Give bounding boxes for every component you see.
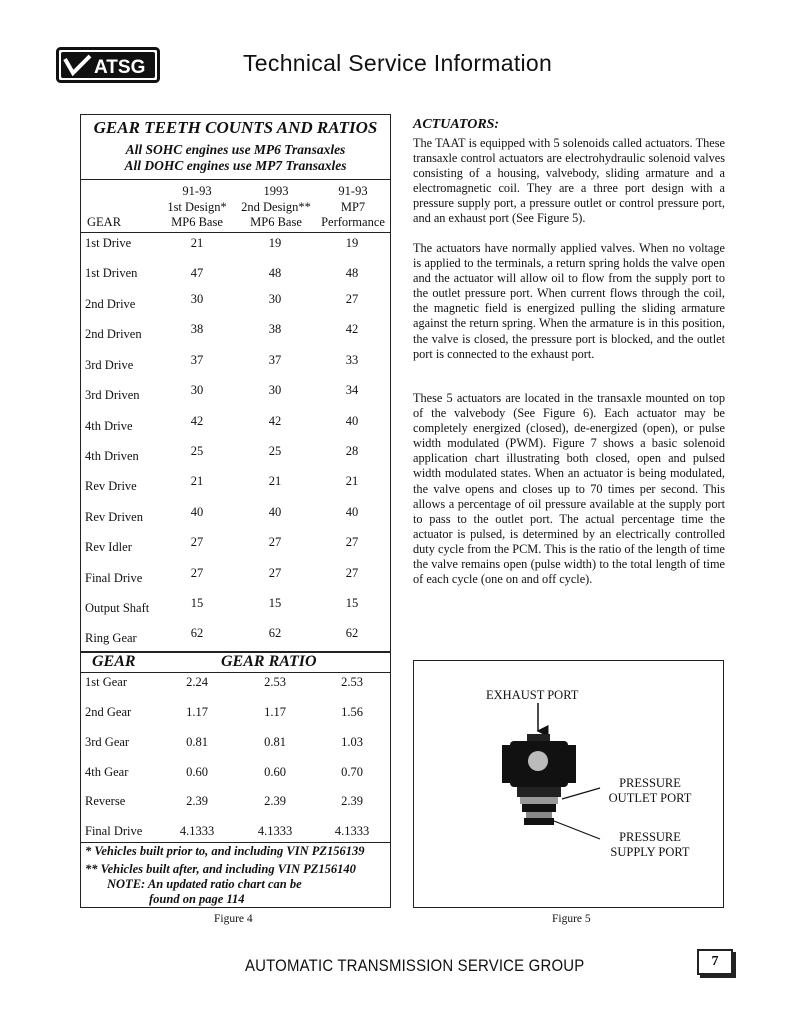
table-subtitle-sohc: All SOHC engines use MP6 Transaxles — [125, 142, 346, 157]
divider — [81, 232, 390, 233]
cell-mp7: 62 — [345, 626, 359, 640]
cell-mp7: 42 — [345, 322, 359, 336]
cell-2nd-design: 21 — [268, 474, 282, 488]
row-gear-label: 3rd Driven — [85, 388, 140, 402]
terminal-circle — [528, 751, 548, 771]
label-pressure-supply-port: PRESSURE SUPPLY PORT — [610, 830, 690, 859]
row-gear-label: Output Shaft — [85, 601, 150, 615]
footer-organization: AUTOMATIC TRANSMISSION SERVICE GROUP — [245, 956, 585, 975]
actuator-illustration — [414, 661, 722, 906]
supply-pointer — [554, 821, 600, 839]
actuators-paragraph-2: The actuators have normally applied valves. When no voltage is applied to the terminals, a return spring holds the valve open and the actuator will allow oil to flow from the supply port to the outlet pressure port. When current flows through the coil, the magnetic field is energized pulling the sliding armature against the return spring. When the armature is in this position, the valve is closed, the pressure port is blocked, and the outlet port is connected to the exhaust port. — [413, 241, 725, 361]
cell-2nd-design: 30 — [268, 292, 282, 306]
label-pressure-outlet-port: PRESSURE OUTLET PORT — [608, 776, 692, 805]
ratio-gear-heading: GEAR — [92, 653, 136, 670]
ratio-gear-label: 2nd Gear — [85, 705, 132, 719]
figure-5-caption: Figure 5 — [552, 913, 591, 925]
cell-1st-design: 25 — [190, 444, 204, 458]
row-gear-label: Rev Driven — [85, 510, 143, 524]
divider — [81, 179, 390, 180]
ratio-gear-label: 1st Gear — [85, 675, 127, 689]
note-1st-design: * Vehicles built prior to, and including VIN PZ156139 — [85, 844, 365, 858]
ratio-1st-design: 0.81 — [186, 735, 208, 749]
note-page-ref: found on page 114 — [149, 892, 245, 906]
cell-2nd-design: 62 — [268, 626, 282, 640]
cell-1st-design: 21 — [190, 474, 204, 488]
row-gear-label: 2nd Drive — [85, 297, 136, 311]
ratio-mp7: 0.70 — [341, 765, 363, 779]
cell-1st-design: 62 — [190, 626, 204, 640]
ratio-1st-design: 1.17 — [186, 705, 208, 719]
row-gear-label: Final Drive — [85, 571, 143, 585]
divider — [81, 672, 390, 673]
table-subtitle-dohc: All DOHC engines use MP7 Transaxles — [124, 158, 347, 173]
cell-2nd-design: 42 — [268, 414, 282, 428]
col-header-gear: GEAR — [87, 215, 122, 229]
actuators-paragraph-3: These 5 actuators are located in the transaxle mounted on top of the valvebody (See Figure 6). Each actuator may be completely energized (closed), de-energized (open), or pulse width modulated (PWM). Figure 7 shows a basic solenoid application chart illustrating both closed, open and pulsed width modulated states. When an actuator is being modulated, the valve opens and closes up to 70 times per second. This allows a percentage of oil pressure available at the supply port to pass to the outlet port. The actual percentage time the actuator is pulsed, is determined by an electrically controlled duty cycle from the PCM. This is the ratio of the length of time the valve remains open (pulse width) to the total length of time of each cycle (one on and off cycle). — [413, 391, 725, 587]
ratio-2nd-design: 2.53 — [264, 675, 286, 689]
ratio-1st-design: 0.60 — [186, 765, 208, 779]
actuators-heading: ACTUATORS: — [413, 117, 500, 132]
cell-1st-design: 15 — [190, 596, 204, 610]
cell-1st-design: 42 — [190, 414, 204, 428]
cell-mp7: 48 — [345, 266, 359, 280]
cell-1st-design: 30 — [190, 383, 204, 397]
row-gear-label: Ring Gear — [85, 631, 137, 645]
cell-2nd-design: 19 — [268, 236, 282, 250]
cell-1st-design: 38 — [190, 322, 204, 336]
cell-1st-design: 47 — [190, 266, 204, 280]
ratio-mp7: 1.56 — [341, 705, 363, 719]
row-gear-label: 1st Drive — [85, 236, 132, 250]
ratio-gear-label: Final Drive — [85, 824, 143, 838]
cell-1st-design: 21 — [190, 236, 204, 250]
cell-mp7: 27 — [345, 566, 359, 580]
cell-mp7: 28 — [345, 444, 359, 458]
ratio-2nd-design: 0.60 — [264, 765, 286, 779]
ratio-gear-label: 3rd Gear — [85, 735, 130, 749]
cell-2nd-design: 37 — [268, 353, 282, 367]
page-number: 7 — [697, 949, 733, 975]
cell-2nd-design: 30 — [268, 383, 282, 397]
cell-2nd-design: 38 — [268, 322, 282, 336]
label-exhaust-port: EXHAUST PORT — [486, 688, 579, 702]
note-2nd-design: ** Vehicles built after, and including VIN PZ156140 — [85, 862, 356, 876]
gear-teeth-table — [80, 114, 391, 908]
ratio-gear-label: 4th Gear — [85, 765, 129, 779]
ratio-2nd-design: 2.39 — [264, 794, 286, 808]
cell-1st-design: 37 — [190, 353, 204, 367]
ratio-heading: GEAR RATIO — [221, 653, 317, 670]
ratio-1st-design: 2.39 — [186, 794, 208, 808]
ratio-2nd-design: 0.81 — [264, 735, 286, 749]
ratio-2nd-design: 4.1333 — [257, 824, 293, 838]
ratio-mp7: 2.39 — [341, 794, 363, 808]
cell-mp7: 27 — [345, 535, 359, 549]
ratio-2nd-design: 1.17 — [264, 705, 286, 719]
cell-mp7: 21 — [345, 474, 359, 488]
page-title: Technical Service Information — [243, 50, 553, 76]
cell-1st-design: 30 — [190, 292, 204, 306]
outlet-pointer — [562, 788, 600, 799]
cell-2nd-design: 27 — [268, 566, 282, 580]
row-gear-label: 4th Driven — [85, 449, 139, 463]
row-gear-label: 3rd Drive — [85, 358, 134, 372]
cell-mp7: 34 — [345, 383, 359, 397]
ratio-mp7: 1.03 — [341, 735, 363, 749]
row-gear-label: 4th Drive — [85, 419, 133, 433]
col-header-1: 91-93 1st Design* MP6 Base — [167, 184, 227, 229]
ratio-1st-design: 2.24 — [186, 675, 208, 689]
cell-2nd-design: 27 — [268, 535, 282, 549]
table-title: GEAR TEETH COUNTS AND RATIOS — [93, 118, 378, 137]
ratio-mp7: 2.53 — [341, 675, 363, 689]
ratio-gear-label: Reverse — [85, 794, 126, 808]
cell-1st-design: 40 — [190, 505, 204, 519]
actuators-paragraph-1: The TAAT is equipped with 5 solenoids called actuators. These transaxle control actuators are electrohydraulic solenoid valves consisting of a housing, valvebody, sliding armature and a electromagnetic coil. They are a three port design with a pressure supply port, a pressure outlet or control pressure port, and an exhaust port (See Figure 5). — [413, 136, 725, 226]
row-gear-label: Rev Idler — [85, 540, 132, 554]
col-header-2: 1993 2nd Design** MP6 Base — [241, 184, 311, 229]
row-gear-label: 2nd Driven — [85, 327, 142, 341]
row-gear-label: Rev Drive — [85, 479, 137, 493]
figure-4-caption: Figure 4 — [214, 913, 253, 925]
cell-1st-design: 27 — [190, 535, 204, 549]
outlet-port — [520, 797, 558, 804]
supply-port — [526, 812, 552, 818]
figure-5-actuator-diagram — [413, 660, 724, 908]
cell-mp7: 40 — [345, 414, 359, 428]
cell-mp7: 40 — [345, 505, 359, 519]
cell-mp7: 19 — [345, 236, 359, 250]
logo-text: ATSG — [94, 57, 146, 78]
cell-2nd-design: 40 — [268, 505, 282, 519]
ratio-mp7: 4.1333 — [334, 824, 370, 838]
cell-2nd-design: 48 — [268, 266, 282, 280]
cell-2nd-design: 15 — [268, 596, 282, 610]
note-updated-chart: NOTE: An updated ratio chart can be — [107, 877, 302, 891]
cell-1st-design: 27 — [190, 566, 204, 580]
ratio-1st-design: 4.1333 — [179, 824, 215, 838]
cell-2nd-design: 25 — [268, 444, 282, 458]
cell-mp7: 27 — [345, 292, 359, 306]
exhaust-nozzle — [527, 734, 550, 742]
cell-mp7: 33 — [345, 353, 359, 367]
divider — [81, 842, 390, 843]
cell-mp7: 15 — [345, 596, 359, 610]
col-header-3: 91-93 MP7 Performance — [321, 184, 385, 229]
row-gear-label: 1st Driven — [85, 266, 138, 280]
atsg-logo — [56, 47, 160, 83]
